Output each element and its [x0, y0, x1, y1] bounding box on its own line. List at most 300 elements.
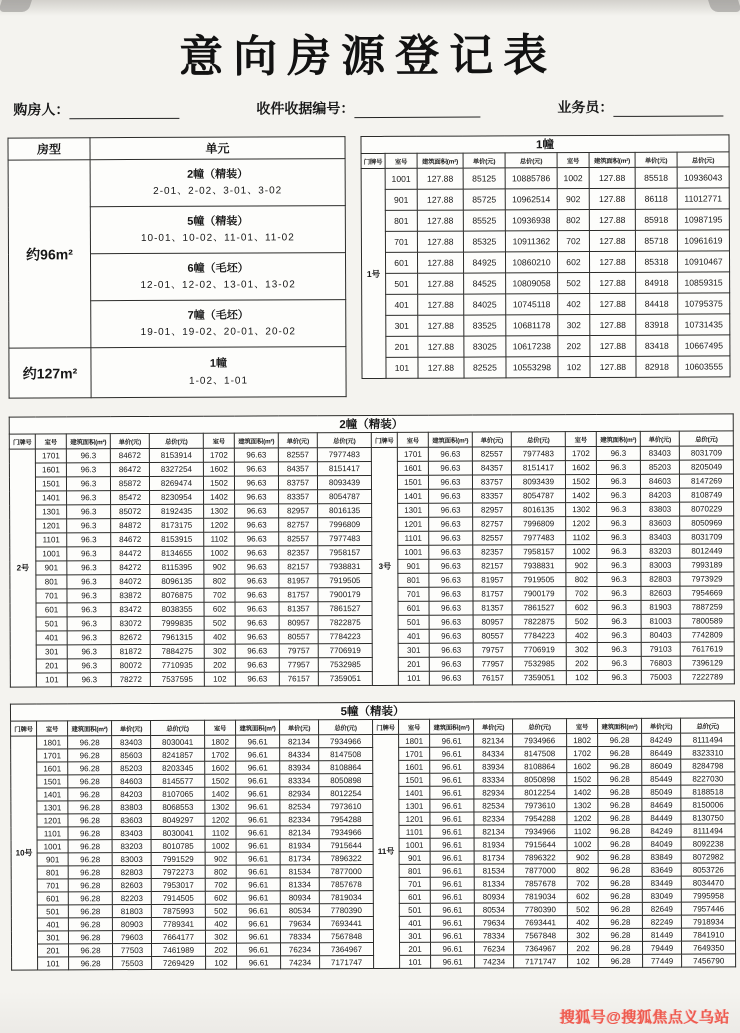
- cell-room: 1002: [204, 546, 235, 560]
- cell-room: 1001: [36, 547, 67, 561]
- cell-total: 8068553: [151, 800, 205, 813]
- column-header: 单价(元): [110, 433, 149, 448]
- cell-area: 96.28: [598, 785, 642, 798]
- cell-area: 96.28: [598, 941, 642, 954]
- cell-total: 8031709: [679, 446, 733, 460]
- cell-area: 96.61: [236, 800, 280, 813]
- building-name: 2幢（精装）: [187, 168, 249, 181]
- cell-total: 10885786: [505, 168, 557, 189]
- cell-price: 84649: [642, 798, 681, 811]
- cell-price: 85125: [463, 168, 505, 189]
- column-header: 室号: [567, 719, 598, 734]
- cell-area: 96.28: [598, 889, 642, 902]
- cell-price: 82934: [280, 787, 319, 800]
- column-header: 建筑面积(m²): [598, 718, 642, 733]
- cell-area: 127.88: [590, 356, 636, 377]
- buyer-field: [13, 99, 179, 120]
- cell-price: 79634: [474, 916, 513, 929]
- cell-total: 8147269: [679, 474, 733, 488]
- cell-price: 79634: [280, 917, 319, 930]
- cell-area: 96.28: [68, 827, 112, 840]
- cell-area: 96.63: [429, 489, 473, 503]
- cell-total: 7958157: [512, 545, 566, 559]
- cell-total: 8012254: [513, 786, 567, 799]
- column-header: 总价(元): [511, 432, 565, 447]
- table-row: [361, 230, 729, 253]
- cell-total: 7896322: [319, 851, 373, 864]
- watermark-text: 搜狐号@搜狐焦点义乌站: [559, 1009, 730, 1026]
- cell-total: 7537595: [150, 672, 204, 686]
- cell-price: 81757: [473, 587, 512, 601]
- column-header: 门牌号: [373, 719, 399, 734]
- cell-price: 82357: [279, 546, 318, 560]
- cell-price: 83357: [279, 490, 318, 504]
- cell-room: 702: [566, 587, 597, 601]
- cell-price: 82649: [642, 902, 681, 915]
- cell-room: 1402: [205, 787, 236, 800]
- cell-price: 84603: [640, 474, 679, 488]
- table-row: [362, 272, 730, 295]
- cell-room: 901: [398, 559, 429, 573]
- cell-price: 82134: [474, 825, 513, 838]
- cell-total: 8151417: [317, 461, 371, 475]
- cell-price: 85072: [111, 504, 150, 518]
- cell-price: 86449: [642, 746, 681, 759]
- cell-total: 8230954: [150, 490, 204, 504]
- cell-area: 96.28: [598, 837, 642, 850]
- cell-total: 7915644: [319, 838, 373, 851]
- cell-area: 96.3: [66, 449, 110, 463]
- cell-price: 86118: [635, 188, 677, 209]
- cell-area: 96.63: [429, 657, 473, 671]
- cell-room: 302: [204, 644, 235, 658]
- cell-room: 501: [36, 617, 67, 631]
- column-header: 单价(元): [280, 720, 319, 735]
- cell-room: 202: [567, 942, 598, 955]
- cell-total: 7900179: [318, 587, 372, 601]
- cell-total: 8241857: [151, 748, 205, 761]
- cell-price: 85603: [112, 748, 151, 761]
- cell-price: 74234: [281, 956, 320, 969]
- cell-room: 602: [204, 602, 235, 616]
- cell-total: 7999835: [150, 616, 204, 630]
- cell-price: 81449: [642, 928, 681, 941]
- cell-room: 1602: [567, 760, 598, 773]
- cell-room: 1202: [566, 517, 597, 531]
- cell-price: 81872: [111, 644, 150, 658]
- cell-total: 10795375: [678, 293, 730, 314]
- cell-total: 7961315: [150, 630, 204, 644]
- agent-field: [557, 96, 723, 117]
- cell-area: 96.3: [597, 628, 641, 642]
- cell-price: 76234: [280, 943, 319, 956]
- cell-total: 10962514: [505, 189, 557, 210]
- cell-area: 96.3: [67, 617, 111, 631]
- table-row: [362, 356, 730, 379]
- cell-area: 96.61: [430, 747, 474, 760]
- cell-room: 1401: [398, 489, 429, 503]
- cell-total: 7710935: [150, 658, 204, 672]
- cell-price: 74234: [475, 955, 514, 968]
- cell-total: 7861527: [512, 601, 566, 615]
- column-header: 单价(元): [112, 720, 151, 735]
- cell-room: 1602: [205, 761, 236, 774]
- cell-price: 76234: [474, 942, 513, 955]
- building-name: 1幢: [209, 357, 228, 370]
- cell-price: 82757: [279, 518, 318, 532]
- cell-room: 1002: [205, 839, 236, 852]
- cell-room: 601: [37, 892, 68, 905]
- cell-total: 7857678: [319, 877, 373, 890]
- cell-price: 81003: [641, 614, 680, 628]
- cell-area: 96.3: [66, 463, 110, 477]
- cell-room: 502: [566, 615, 597, 629]
- cell-room: 1501: [399, 773, 430, 786]
- cell-area: 127.88: [417, 231, 463, 252]
- table-row: [361, 209, 729, 232]
- cell-total: 10911362: [505, 231, 557, 252]
- cell-room: 102: [566, 671, 597, 685]
- cell-total: 8038355: [150, 602, 204, 616]
- cell-price: 83934: [280, 761, 319, 774]
- cell-room: 901: [36, 561, 67, 575]
- cell-total: 8012449: [680, 544, 734, 558]
- cell-room: 302: [566, 643, 597, 657]
- cell-total: 8205049: [679, 460, 733, 474]
- cell-price: 79449: [642, 941, 681, 954]
- cell-price: 76157: [279, 672, 318, 686]
- cell-area: 96.3: [597, 614, 641, 628]
- column-header: 总价(元): [149, 433, 203, 448]
- receipt-blank-line: [354, 103, 480, 119]
- cell-price: 83872: [111, 588, 150, 602]
- column-header: 建筑面积(m²): [596, 431, 640, 446]
- cell-room: 1601: [399, 760, 430, 773]
- cell-price: 76157: [473, 671, 512, 685]
- cell-price: 83403: [640, 446, 679, 460]
- cell-price: 77503: [113, 943, 152, 956]
- cell-area: 96.61: [430, 838, 474, 851]
- door-number-label: 10号: [11, 736, 38, 970]
- cell-total: 7934966: [319, 734, 373, 747]
- cell-total: 7742809: [680, 628, 734, 642]
- cell-total: 8134655: [150, 546, 204, 560]
- cell-price: 83334: [474, 773, 513, 786]
- cell-total: 7269429: [152, 956, 206, 969]
- column-header: 单元: [90, 137, 345, 160]
- cell-area: 127.88: [590, 314, 636, 335]
- cell-room: 802: [566, 573, 597, 587]
- cell-room: 1001: [385, 168, 417, 189]
- cell-room: 902: [566, 559, 597, 573]
- cell-area: 96.63: [428, 461, 472, 475]
- cell-room: 601: [36, 603, 67, 617]
- cell-total: 7915644: [513, 838, 567, 851]
- cell-room: 101: [36, 673, 67, 687]
- cell-area: 96.28: [68, 853, 112, 866]
- cell-price: 81957: [279, 574, 318, 588]
- cell-price: 81357: [279, 602, 318, 616]
- cell-price: 85203: [640, 460, 679, 474]
- table-row: [362, 335, 730, 358]
- cell-price: 85518: [635, 167, 677, 188]
- cell-room: 1202: [204, 518, 235, 532]
- cell-total: 7977483: [317, 447, 371, 461]
- cell-area: 96.3: [596, 446, 640, 460]
- cell-area: 96.28: [69, 957, 113, 970]
- column-header: 门牌号: [9, 434, 35, 449]
- cell-area: 96.63: [429, 559, 473, 573]
- cell-room: 501: [398, 615, 429, 629]
- unit-cell: [91, 347, 346, 398]
- cell-room: 901: [399, 851, 430, 864]
- cell-total: 7359051: [512, 671, 566, 685]
- cell-area: 96.3: [67, 519, 111, 533]
- cell-area: 96.63: [234, 448, 278, 462]
- cell-price: 84272: [111, 560, 150, 574]
- cell-price: 82134: [280, 735, 319, 748]
- cell-room: 501: [399, 903, 430, 916]
- cell-room: 602: [566, 601, 597, 615]
- cell-room: 1301: [398, 503, 429, 517]
- cell-price: 81534: [474, 864, 513, 877]
- cell-room: 101: [398, 671, 429, 685]
- cell-price: 83357: [473, 489, 512, 503]
- cell-total: 7532985: [512, 657, 566, 671]
- cell-price: 83403: [641, 530, 680, 544]
- cell-price: 75503: [113, 956, 152, 969]
- table-row: [361, 188, 729, 211]
- cell-room: 801: [36, 575, 67, 589]
- cell-room: 201: [399, 942, 430, 955]
- cell-total: 7900179: [512, 587, 566, 601]
- cell-price: 83403: [112, 735, 151, 748]
- cell-price: 85872: [110, 476, 149, 490]
- cell-total: 10910467: [677, 251, 729, 272]
- cell-total: 7789341: [151, 917, 205, 930]
- door-number-label: 3号: [371, 447, 398, 685]
- column-header: 室号: [35, 434, 66, 449]
- cell-total: 7887259: [680, 600, 734, 614]
- cell-room: 402: [204, 630, 235, 644]
- cell-total: 8016135: [318, 503, 372, 517]
- cell-price: 85049: [642, 785, 681, 798]
- cell-room: 202: [204, 658, 235, 672]
- cell-area: 127.88: [417, 210, 463, 231]
- cell-area: 96.3: [597, 558, 641, 572]
- cell-total: 7877000: [319, 864, 373, 877]
- column-header: 建筑面积(m²): [428, 432, 472, 447]
- cell-price: 76803: [641, 656, 680, 670]
- cell-area: 96.63: [429, 671, 473, 685]
- column-header: 总价(元): [513, 719, 567, 734]
- cell-area: 96.61: [430, 773, 474, 786]
- cell-total: 10961619: [677, 230, 729, 251]
- cell-area: 96.61: [430, 890, 474, 903]
- cell-area: 96.28: [69, 944, 113, 957]
- cell-area: 127.88: [418, 273, 464, 294]
- cell-total: 8284798: [681, 759, 735, 772]
- cell-room: 1401: [37, 788, 68, 801]
- cell-room: 1702: [565, 447, 596, 461]
- cell-area: 127.88: [417, 168, 463, 189]
- cell-area: 96.61: [430, 825, 474, 838]
- room-list: 19-01、19-02、20-01、20-02: [140, 326, 296, 339]
- cell-total: 10987195: [677, 209, 729, 230]
- cell-price: 82357: [473, 545, 512, 559]
- cell-room: 502: [558, 273, 590, 294]
- cell-total: 7617619: [680, 642, 734, 656]
- cell-total: 8108864: [319, 760, 373, 773]
- column-header: 建筑面积(m²): [68, 721, 112, 736]
- cell-total: 10936938: [505, 210, 557, 231]
- cell-price: 77449: [643, 954, 682, 967]
- cell-price: 80534: [280, 904, 319, 917]
- cell-price: 78334: [280, 930, 319, 943]
- cell-room: 402: [566, 629, 597, 643]
- cell-price: 83025: [464, 336, 506, 357]
- cell-area: 96.63: [235, 560, 279, 574]
- column-header: 总价(元): [319, 719, 373, 734]
- cell-total: 7875993: [151, 904, 205, 917]
- cell-room: 1002: [557, 168, 589, 189]
- column-header: 建筑面积(m²): [66, 434, 110, 449]
- cell-total: 7364967: [513, 942, 567, 955]
- cell-area: 96.63: [235, 602, 279, 616]
- cell-total: 10731435: [678, 314, 730, 335]
- cell-price: 83203: [112, 839, 151, 852]
- cell-total: 7706919: [512, 643, 566, 657]
- cell-price: 80934: [280, 891, 319, 904]
- cell-price: 83072: [111, 616, 150, 630]
- cell-area: 96.3: [67, 491, 111, 505]
- cell-area: 96.61: [236, 787, 280, 800]
- cell-total: 8108749: [680, 488, 734, 502]
- cell-area: 96.61: [236, 904, 280, 917]
- cell-room: 401: [37, 918, 68, 931]
- cell-total: 10681178: [506, 315, 558, 336]
- cell-total: 7649350: [681, 941, 735, 954]
- cell-price: 84334: [280, 748, 319, 761]
- cell-area: 96.28: [598, 863, 642, 876]
- cell-room: 1801: [37, 736, 68, 749]
- column-header: 室号: [557, 153, 589, 168]
- cell-area: 96.3: [67, 645, 111, 659]
- cell-area: 96.61: [236, 839, 280, 852]
- cell-area: 96.63: [235, 658, 279, 672]
- cell-price: 79603: [112, 930, 151, 943]
- table-row: [8, 159, 345, 207]
- cell-price: 84672: [111, 532, 150, 546]
- cell-total: 8151417: [511, 461, 565, 475]
- cell-total: 8030041: [151, 735, 205, 748]
- cell-room: 1201: [37, 814, 68, 827]
- cell-total: 7819034: [513, 890, 567, 903]
- cell-area: 96.3: [67, 603, 111, 617]
- cell-room: 1302: [567, 799, 598, 812]
- cell-room: 1502: [567, 773, 598, 786]
- cell-area: 96.28: [68, 788, 112, 801]
- cell-area: 96.28: [598, 746, 642, 759]
- cell-room: 1201: [36, 519, 67, 533]
- cell-price: 85472: [111, 490, 150, 504]
- cell-area: 127.88: [418, 294, 464, 315]
- cell-area: 96.63: [235, 644, 279, 658]
- cell-price: 83049: [642, 889, 681, 902]
- cell-total: 7991529: [151, 852, 205, 865]
- receipt-number-label: 收件收据编号：: [256, 100, 355, 117]
- cell-total: 10603555: [678, 356, 730, 377]
- cell-area: 96.28: [598, 824, 642, 837]
- cell-price: 85725: [463, 189, 505, 210]
- cell-price: 83603: [112, 813, 151, 826]
- cell-total: 7973610: [513, 799, 567, 812]
- cell-area: 96.63: [429, 615, 473, 629]
- cell-price: 82157: [473, 559, 512, 573]
- unit-cell: [91, 300, 346, 348]
- cell-price: 80903: [112, 917, 151, 930]
- agent-label: 业务员：: [557, 98, 614, 116]
- cell-area: 96.63: [235, 532, 279, 546]
- cell-room: 1502: [203, 476, 234, 490]
- table-header-row: [8, 137, 345, 160]
- cell-total: 7567848: [319, 929, 373, 942]
- building1-price-table: [360, 134, 730, 379]
- cell-total: 7954288: [319, 812, 373, 825]
- cell-area: 127.88: [417, 252, 463, 273]
- cell-price: 85449: [642, 772, 681, 785]
- cell-room: 1602: [565, 461, 596, 475]
- cell-area: 96.3: [597, 670, 641, 684]
- cell-area: 96.28: [598, 902, 642, 915]
- column-header: 单价(元): [474, 719, 513, 734]
- cell-room: 902: [557, 189, 589, 210]
- cell-area: 96.61: [430, 734, 474, 747]
- cell-area: 127.88: [589, 167, 635, 188]
- cell-area: 96.3: [67, 547, 111, 561]
- cell-room: 1702: [203, 448, 234, 462]
- cell-price: 82934: [474, 786, 513, 799]
- cell-room: 1301: [399, 799, 430, 812]
- cell-price: 82918: [636, 356, 678, 377]
- cell-price: 84249: [642, 733, 681, 746]
- cell-room: 1001: [398, 545, 429, 559]
- cell-room: 101: [400, 955, 431, 968]
- room-list: 2-01、2-02、3-01、3-02: [153, 185, 283, 198]
- building-name: 6幢（毛坯）: [187, 262, 249, 275]
- cell-total: 7977483: [512, 531, 566, 545]
- cell-price: 82672: [111, 630, 150, 644]
- cell-area: 96.63: [429, 587, 473, 601]
- buyer-label: 购房人：: [13, 101, 70, 118]
- cell-price: 83603: [641, 516, 680, 530]
- column-header: 门牌号: [361, 153, 385, 168]
- cell-price: 83757: [278, 476, 317, 490]
- cell-total: 8030041: [151, 826, 205, 839]
- cell-room: 202: [205, 943, 236, 956]
- cell-total: 10809058: [506, 273, 558, 294]
- cell-room: 801: [398, 573, 429, 587]
- cell-total: 7914505: [151, 891, 205, 904]
- cell-area: 96.61: [236, 891, 280, 904]
- cell-price: 83803: [112, 800, 151, 813]
- cell-room: 1701: [37, 749, 68, 762]
- cell-price: 80534: [474, 903, 513, 916]
- column-header: 室号: [203, 433, 234, 448]
- cell-total: 7532985: [318, 657, 372, 671]
- cell-price: 82134: [280, 826, 319, 839]
- cell-price: 84203: [641, 488, 680, 502]
